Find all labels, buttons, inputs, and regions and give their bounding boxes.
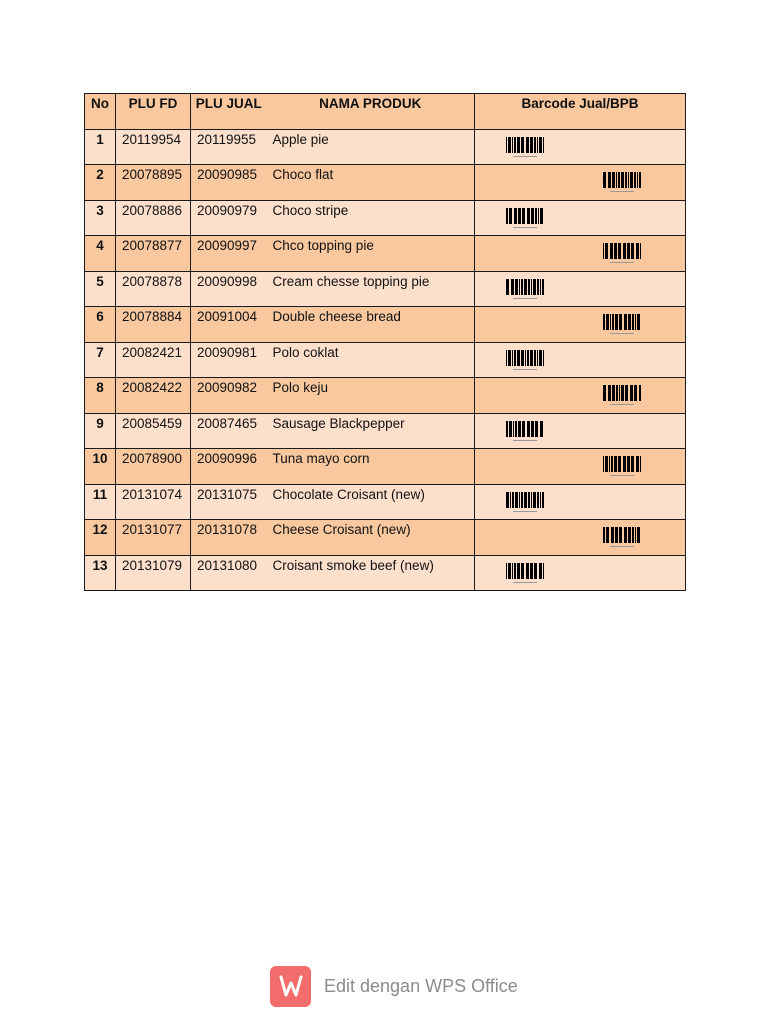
cell-plu-fd: 20131074 [116,484,191,520]
cell-nama-produk: Apple pie [267,129,475,165]
cell-barcode [475,484,686,520]
header-nama-produk: NAMA PRODUK [267,94,475,130]
barcode-image [505,491,545,515]
header-barcode: Barcode Jual/BPB [475,94,686,130]
table-row [85,129,686,165]
cell-nama-produk: Choco flat [267,165,475,201]
cell-plu-fd: 20078877 [116,236,191,272]
product-sheet [84,93,685,591]
cell-nama-produk: Choco stripe [267,200,475,236]
table-row [85,307,686,343]
table-row [85,413,686,449]
cell-plu-jual: 20090982 [191,378,267,414]
cell-barcode [475,200,686,236]
table-row [85,271,686,307]
cell-plu-fd: 20078886 [116,200,191,236]
cell-plu-fd: 20078878 [116,271,191,307]
table-row [85,165,686,201]
barcode-image [602,384,642,408]
barcode-image [505,349,545,373]
cell-plu-jual: 20091004 [191,307,267,343]
barcode-image [602,171,642,195]
barcode-image [602,313,642,337]
cell-nama-produk: Cream chesse topping pie [267,271,475,307]
cell-plu-fd: 20082421 [116,342,191,378]
cell-barcode [475,307,686,343]
cell-barcode [475,129,686,165]
barcode-image [505,278,545,302]
cell-barcode [475,342,686,378]
header-plu-jual: PLU JUAL [191,94,267,130]
cell-plu-jual: 20090996 [191,449,267,485]
cell-nama-produk: Sausage Blackpepper [267,413,475,449]
cell-plu-fd: 20082422 [116,378,191,414]
cell-plu-fd: 20078884 [116,307,191,343]
product-table [84,93,686,591]
cell-no: 8 [85,378,116,414]
cell-nama-produk: Chco topping pie [267,236,475,272]
cell-barcode [475,520,686,556]
cell-no: 10 [85,449,116,485]
cell-barcode [475,449,686,485]
cell-no: 1 [85,129,116,165]
table-row [85,378,686,414]
cell-plu-jual: 20119955 [191,129,267,165]
table-body [85,129,686,591]
cell-barcode [475,165,686,201]
cell-nama-produk: Double cheese bread [267,307,475,343]
cell-no: 7 [85,342,116,378]
table-row [85,520,686,556]
table-row [85,236,686,272]
header-plu-fd: PLU FD [116,94,191,130]
cell-plu-fd: 20078895 [116,165,191,201]
barcode-image [602,242,642,266]
barcode-image [505,207,545,231]
cell-no: 9 [85,413,116,449]
cell-plu-fd: 20119954 [116,129,191,165]
cell-plu-jual: 20090981 [191,342,267,378]
barcode-image [602,526,642,550]
cell-barcode [475,378,686,414]
cell-barcode [475,236,686,272]
cell-barcode [475,271,686,307]
table-row [85,200,686,236]
cell-plu-fd: 20078900 [116,449,191,485]
cell-nama-produk: Tuna mayo corn [267,449,475,485]
barcode-image [505,136,545,160]
cell-nama-produk: Polo keju [267,378,475,414]
cell-no: 12 [85,520,116,556]
cell-plu-jual: 20087465 [191,413,267,449]
cell-barcode [475,555,686,591]
cell-no: 13 [85,555,116,591]
cell-barcode [475,413,686,449]
cell-nama-produk: Chocolate Croisant (new) [267,484,475,520]
cell-no: 11 [85,484,116,520]
cell-plu-jual: 20131075 [191,484,267,520]
cell-no: 4 [85,236,116,272]
cell-plu-fd: 20085459 [116,413,191,449]
cell-nama-produk: Croisant smoke beef (new) [267,555,475,591]
cell-plu-jual: 20090985 [191,165,267,201]
wps-edit-banner[interactable] [270,965,530,1007]
cell-plu-jual: 20090997 [191,236,267,272]
cell-plu-fd: 20131077 [116,520,191,556]
cell-plu-jual: 20131080 [191,555,267,591]
barcode-image [505,420,545,444]
table-row [85,484,686,520]
wps-office-logo-icon[interactable] [270,966,311,1007]
table-row [85,342,686,378]
cell-no: 3 [85,200,116,236]
cell-plu-jual: 20090979 [191,200,267,236]
cell-nama-produk: Cheese Croisant (new) [267,520,475,556]
table-header-row [85,94,686,130]
cell-plu-jual: 20090998 [191,271,267,307]
table-row [85,555,686,591]
cell-no: 5 [85,271,116,307]
barcode-image [602,455,642,479]
barcode-image [505,562,545,586]
table-row [85,449,686,485]
cell-no: 2 [85,165,116,201]
cell-plu-fd: 20131079 [116,555,191,591]
wps-edit-text[interactable]: Edit dengan WPS Office [324,975,518,996]
cell-no: 6 [85,307,116,343]
cell-nama-produk: Polo coklat [267,342,475,378]
cell-plu-jual: 20131078 [191,520,267,556]
header-no: No [85,94,116,130]
